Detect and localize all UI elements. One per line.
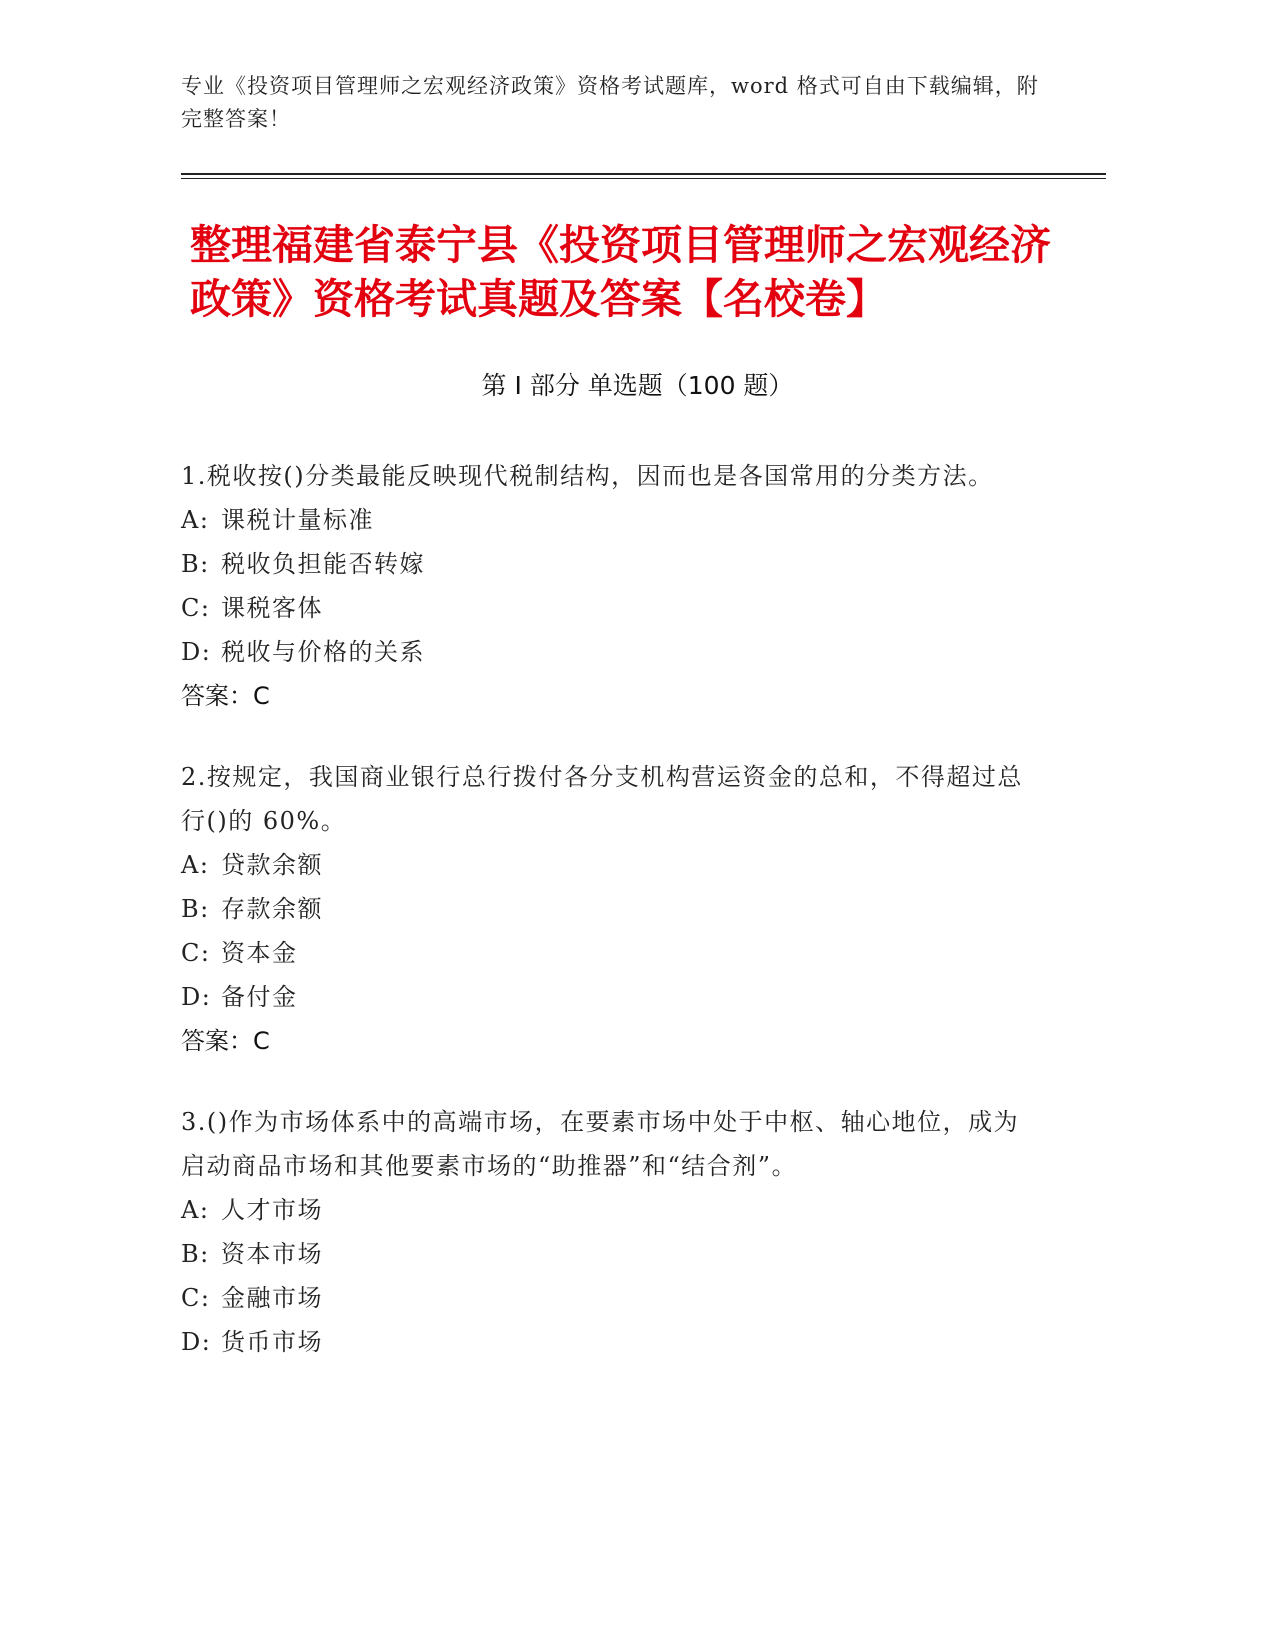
option-key: D: (181, 1328, 212, 1356)
header-note: 专业《投资项目管理师之宏观经济政策》资格考试题库，word 格式可自由下载编辑，附完整答案！ (181, 74, 1039, 131)
option-key: D: (181, 638, 212, 666)
option-text: 资本金 (221, 939, 298, 967)
option-key: A: (181, 506, 210, 534)
option-c (181, 1276, 1031, 1320)
option-text: 税收负担能否转嫁 (221, 550, 425, 578)
option-text: 金融市场 (221, 1284, 323, 1312)
option-b (181, 887, 1031, 931)
option-d (181, 630, 1031, 674)
option-text: 课税计量标准 (221, 506, 374, 534)
question-1 (181, 454, 1031, 718)
option-text: 税收与价格的关系 (221, 638, 425, 666)
document-title: 整理福建省泰宁县《投资项目管理师之宏观经济政策》资格考试真题及答案【名校卷】 (190, 221, 1051, 323)
header-divider (181, 173, 1106, 175)
header-divider-thin (181, 178, 1106, 179)
option-text: 存款余额 (221, 895, 323, 923)
question-list (181, 454, 1031, 1401)
option-key: A: (181, 851, 210, 879)
option-key: C: (181, 939, 211, 967)
option-key: C: (181, 1284, 211, 1312)
option-b (181, 542, 1031, 586)
option-a (181, 843, 1031, 887)
option-text: 货币市场 (221, 1328, 323, 1356)
answer-line: 答案：C (181, 1027, 270, 1055)
option-key: A: (181, 1196, 210, 1224)
option-text: 课税客体 (221, 594, 323, 622)
option-text: 资本市场 (221, 1240, 323, 1268)
option-key: D: (181, 983, 212, 1011)
option-d (181, 975, 1031, 1019)
option-key: B: (181, 895, 210, 923)
option-c (181, 586, 1031, 630)
option-a (181, 498, 1031, 542)
question-3 (181, 1100, 1031, 1364)
option-a (181, 1188, 1031, 1232)
option-key: B: (181, 1240, 210, 1268)
question-stem: 1.税收按()分类最能反映现代税制结构，因而也是各国常用的分类方法。 (181, 462, 994, 490)
answer-line: 答案：C (181, 682, 270, 710)
option-text: 备付金 (221, 983, 298, 1011)
section-title: 第 I 部分 单选题（100 题） (481, 371, 794, 400)
option-text: 贷款余额 (221, 851, 323, 879)
option-key: B: (181, 550, 210, 578)
question-2 (181, 755, 1031, 1063)
option-text: 人才市场 (221, 1196, 323, 1224)
option-key: C: (181, 594, 211, 622)
question-stem: 2.按规定，我国商业银行总行拨付各分支机构营运资金的总和，不得超过总行()的 60%。 (181, 763, 1023, 835)
option-b (181, 1232, 1031, 1276)
question-stem: 3.()作为市场体系中的高端市场，在要素市场中处于中枢、轴心地位，成为启动商品市场和其他要素市场的“助推器”和“结合剂”。 (181, 1108, 1020, 1180)
option-c (181, 931, 1031, 975)
option-d (181, 1320, 1031, 1364)
